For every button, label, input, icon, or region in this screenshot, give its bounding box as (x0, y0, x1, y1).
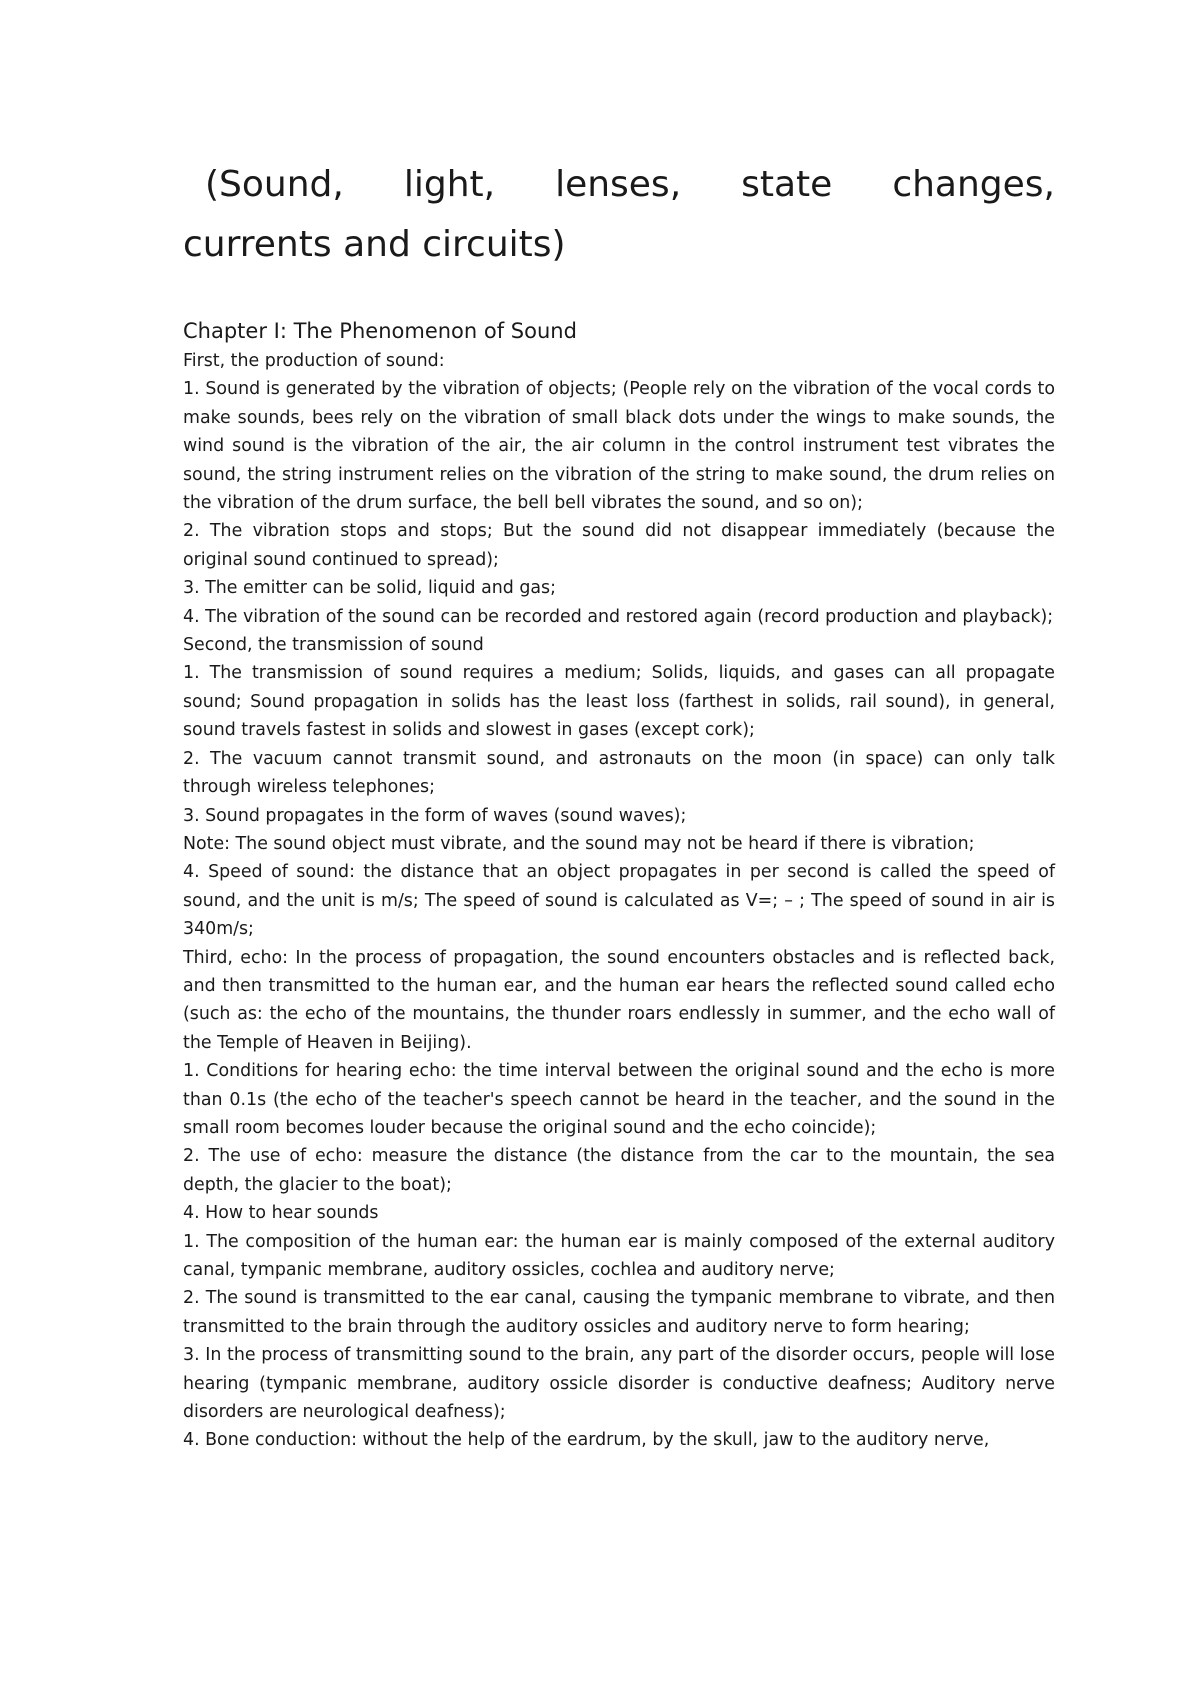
paragraph: 2. The sound is transmitted to the ear canal, causing the tympanic membrane to vibrate, and then transmitted to the brain through the auditory ossicles and auditory nerve to form hearing; (183, 1288, 1055, 1337)
paragraph: 2. The vibration stops and stops; But the sound did not disappear immediately (because the original sound continued to spread); (183, 521, 1055, 570)
title-word: state (741, 164, 833, 205)
note-paragraph: Note: The sound object must vibrate, and the sound may not be heard if there is vibration; (183, 833, 975, 854)
title-word: light, (403, 164, 496, 205)
paragraph: 1. The transmission of sound requires a medium; Solids, liquids, and gases can all propagate sound; Sound propagation in solids has the least loss (farthest in solids, rail sound), in general, sound travels fastest in solids and slowest in gases (except cork); (183, 663, 1055, 741)
title-word: changes, (892, 164, 1055, 205)
section-heading-echo: Third, echo: In the process of propagation, the sound encounters obstacles and is reflected back, and then transmitted to the human ear, and the human ear hears the reflected sound called echo (such as: the echo of the mountains, the thunder roars endlessly in summer, and the echo wall of the Temple of Heaven in Beijing). (183, 947, 1055, 1053)
paragraph: 3. Sound propagates in the form of waves (sound waves); (183, 805, 687, 826)
paragraph: 1. Sound is generated by the vibration of objects; (People rely on the vibration of the vocal cords to make sounds, bees rely on the vibration of small black dots under the wings to make sounds, the wind sound is the vibration of the air, the air column in the control instrument test vibrates the sound, the string instrument relies on the vibration of the string to make sound, the drum relies on the vibration of the drum surface, the bell bell vibrates the sound, and so on); (183, 379, 1055, 514)
document-title-line-2: currents and circuits) (183, 224, 566, 265)
paragraph: 4. Bone conduction: without the help of the eardrum, by the skull, jaw to the auditory nerve, (183, 1430, 990, 1451)
title-word: lenses, (555, 164, 682, 205)
document-title-line-1 (183, 155, 1055, 215)
paragraph: 4. Speed of sound: the distance that an object propagates in per second is called the speed of sound, and the unit is m/s; The speed of sound is calculated as V=; – ; The speed of sound in air is 340m/s; (183, 862, 1055, 940)
paragraph: 1. Conditions for hearing echo: the time interval between the original sound and the echo is more than 0.1s (the echo of the teacher's speech cannot be heard in the teacher, and the sound in the small room becomes louder because the original sound and the echo coincide); (183, 1061, 1055, 1138)
paragraph: 4. The vibration of the sound can be recorded and restored again (record production and playback); (183, 606, 1054, 627)
chapter-heading: Chapter I: The Phenomenon of Sound (183, 319, 577, 343)
body-text (183, 347, 1055, 1455)
paragraph: 1. The composition of the human ear: the human ear is mainly composed of the external auditory canal, tympanic membrane, auditory ossicles, cochlea and auditory nerve; (183, 1231, 1055, 1280)
document-page (183, 155, 1055, 1455)
paragraph: 3. The emitter can be solid, liquid and gas; (183, 578, 556, 599)
paragraph: 2. The use of echo: measure the distance (the distance from the car to the mountain, the sea depth, the glacier to the boat); (183, 1146, 1055, 1195)
section-heading-production: First, the production of sound: (183, 351, 445, 371)
title-word: (Sound, (205, 164, 344, 205)
paragraph: 2. The vacuum cannot transmit sound, and astronauts on the moon (in space) can only talk through wireless telephones; (183, 748, 1055, 798)
section-heading-transmission: Second, the transmission of sound (183, 635, 484, 656)
paragraph: 3. In the process of transmitting sound to the brain, any part of the disorder occurs, people will lose hearing (tympanic membrane, auditory ossicle disorder is conductive deafness; Auditory nerve disorders are neurological deafness); (183, 1345, 1055, 1423)
section-heading-hearing: 4. How to hear sounds (183, 1203, 379, 1224)
